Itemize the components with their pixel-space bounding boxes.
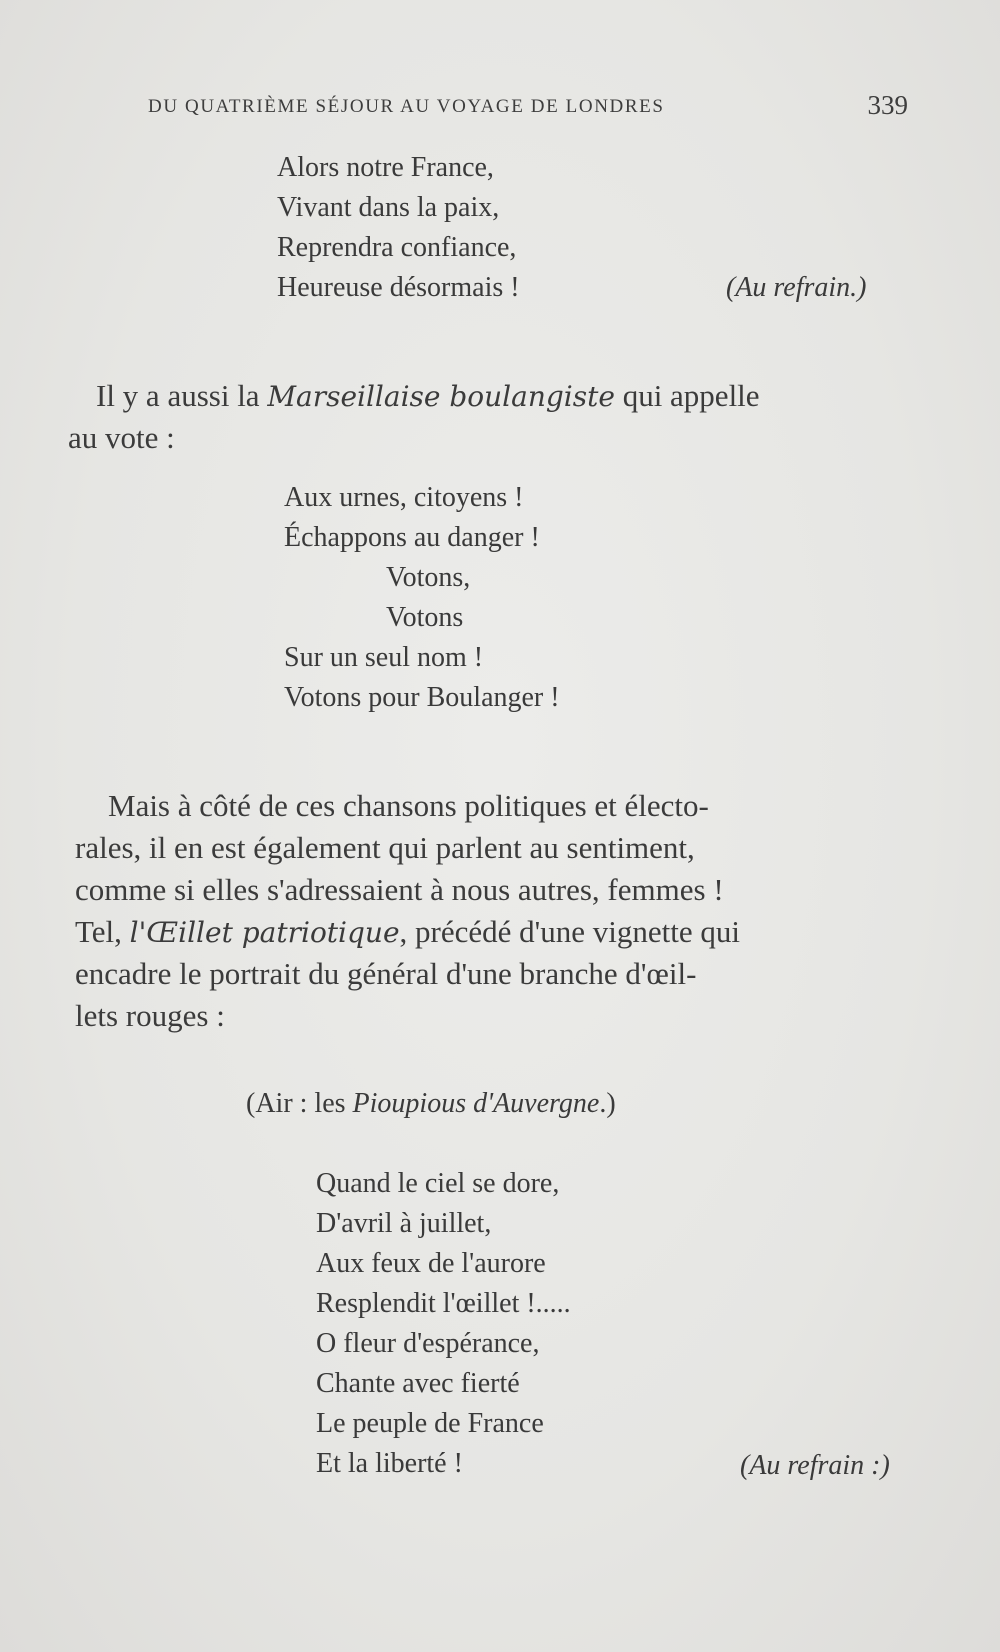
stanza-3 bbox=[316, 1168, 716, 1488]
paragraph-1 bbox=[68, 378, 916, 468]
verse-line: Et la liberté ! bbox=[316, 1448, 463, 1479]
verse-line: Quand le ciel se dore, bbox=[316, 1168, 560, 1199]
running-head: DU QUATRIÈME SÉJOUR AU VOYAGE DE LONDRES bbox=[148, 96, 665, 117]
verse-line: Reprendra confiance, bbox=[277, 232, 517, 263]
text-span: .) bbox=[599, 1088, 616, 1119]
paragraph-line: comme si elles s'adressaient à nous autres, femmes ! bbox=[75, 872, 724, 907]
verse-line: Alors notre France, bbox=[277, 152, 494, 183]
stanza-1 bbox=[277, 152, 677, 312]
stanza-2 bbox=[284, 482, 684, 722]
song-title: Pioupious d'Auvergne bbox=[352, 1088, 600, 1119]
verse-line: Aux feux de l'aurore bbox=[316, 1248, 546, 1279]
verse-line: Chante avec fierté bbox=[316, 1368, 520, 1399]
verse-line: Votons, bbox=[386, 562, 471, 593]
paragraph-line: rales, il en est également qui parlent au sentiment, bbox=[75, 830, 695, 865]
paragraph-line: Mais à côté de ces chansons politiques et électo- bbox=[108, 788, 709, 823]
verse-line: Aux urnes, citoyens ! bbox=[284, 482, 524, 513]
text-span: Tel, bbox=[75, 914, 130, 949]
refrain-note: (Au refrain.) bbox=[726, 272, 867, 303]
verse-line: Heureuse désormais ! bbox=[277, 272, 520, 303]
verse-line: Vivant dans la paix, bbox=[277, 192, 500, 223]
air-indication bbox=[246, 1088, 616, 1120]
verse-line: Sur un seul nom ! bbox=[284, 642, 484, 673]
song-title: l'Œillet patriotique bbox=[129, 916, 400, 949]
page-header bbox=[148, 90, 908, 126]
paragraph-line: lets rouges : bbox=[75, 998, 225, 1033]
verse-line: Le peuple de France bbox=[316, 1408, 544, 1439]
paragraph-line: au vote : bbox=[68, 420, 175, 455]
text-span: Il y a aussi la bbox=[96, 378, 268, 413]
verse-line: Votons pour Boulanger ! bbox=[284, 682, 560, 713]
paragraph-line bbox=[75, 914, 740, 950]
paragraph-line bbox=[96, 378, 760, 414]
verse-line: Échappons au danger ! bbox=[284, 522, 540, 553]
verse-line: O fleur d'espérance, bbox=[316, 1328, 540, 1359]
verse-line: D'avril à juillet, bbox=[316, 1208, 492, 1239]
text-span: (Air : les bbox=[246, 1088, 353, 1119]
text-span: , précédé d'une vignette qui bbox=[399, 914, 740, 949]
verse-line: Resplendit l'œillet !..... bbox=[316, 1288, 571, 1319]
text-span: qui appelle bbox=[614, 378, 760, 413]
refrain-note: (Au refrain :) bbox=[740, 1450, 890, 1481]
page-number: 339 bbox=[867, 90, 908, 120]
paragraph-2 bbox=[75, 788, 935, 1048]
verse-line: Votons bbox=[386, 602, 464, 633]
song-title: Marseillaise boulangiste bbox=[267, 380, 615, 413]
paragraph-line: encadre le portrait du général d'une branche d'œil- bbox=[75, 956, 697, 991]
